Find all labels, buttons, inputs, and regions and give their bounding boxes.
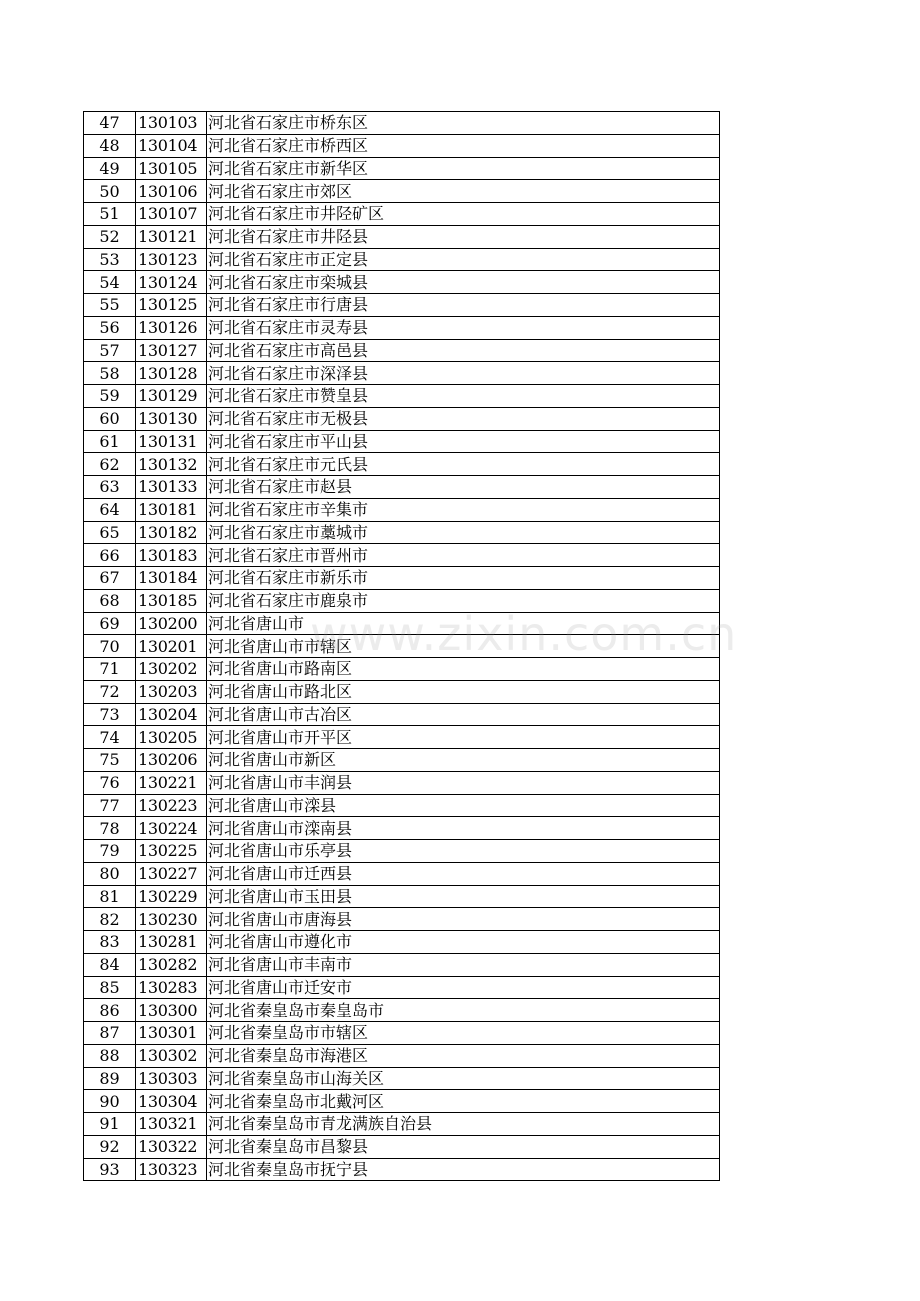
row-number: 72 xyxy=(84,680,136,703)
row-number: 87 xyxy=(84,1022,136,1045)
region-code: 130123 xyxy=(136,248,207,271)
region-name: 河北省石家庄市灵寿县 xyxy=(207,316,720,339)
table-row xyxy=(84,1158,720,1181)
row-number: 90 xyxy=(84,1090,136,1113)
row-number: 55 xyxy=(84,294,136,317)
region-code: 130106 xyxy=(136,180,207,203)
row-number: 66 xyxy=(84,544,136,567)
row-number: 86 xyxy=(84,999,136,1022)
region-code: 130227 xyxy=(136,862,207,885)
table-row xyxy=(84,749,720,772)
region-code-table xyxy=(83,111,720,1181)
table-row xyxy=(84,112,720,135)
row-number: 78 xyxy=(84,817,136,840)
region-name: 河北省石家庄市元氏县 xyxy=(207,453,720,476)
row-number: 92 xyxy=(84,1135,136,1158)
region-code: 130223 xyxy=(136,794,207,817)
region-code: 130303 xyxy=(136,1067,207,1090)
region-name: 河北省石家庄市桥东区 xyxy=(207,112,720,135)
region-code: 130132 xyxy=(136,453,207,476)
region-name: 河北省秦皇岛市北戴河区 xyxy=(207,1090,720,1113)
table-row xyxy=(84,180,720,203)
region-name: 河北省石家庄市无极县 xyxy=(207,407,720,430)
table-row xyxy=(84,567,720,590)
table-row xyxy=(84,1113,720,1136)
table-row xyxy=(84,339,720,362)
region-name: 河北省唐山市迁安市 xyxy=(207,976,720,999)
region-name: 河北省石家庄市井陉矿区 xyxy=(207,203,720,226)
table-row xyxy=(84,794,720,817)
watermark: www.zixin.com.cn xyxy=(310,607,738,661)
region-code: 130205 xyxy=(136,726,207,749)
row-number: 65 xyxy=(84,521,136,544)
region-code: 130200 xyxy=(136,612,207,635)
row-number: 50 xyxy=(84,180,136,203)
region-name: 河北省石家庄市鹿泉市 xyxy=(207,589,720,612)
region-code: 130104 xyxy=(136,134,207,157)
region-code: 130206 xyxy=(136,749,207,772)
table-row xyxy=(84,544,720,567)
table-row xyxy=(84,908,720,931)
region-code: 130183 xyxy=(136,544,207,567)
region-code: 130182 xyxy=(136,521,207,544)
table-row xyxy=(84,407,720,430)
row-number: 71 xyxy=(84,658,136,681)
region-name: 河北省石家庄市晋州市 xyxy=(207,544,720,567)
region-name: 河北省石家庄市井陉县 xyxy=(207,225,720,248)
region-code: 130185 xyxy=(136,589,207,612)
region-name: 河北省石家庄市行唐县 xyxy=(207,294,720,317)
table-row xyxy=(84,453,720,476)
region-code: 130128 xyxy=(136,362,207,385)
region-code: 130321 xyxy=(136,1113,207,1136)
region-code: 130204 xyxy=(136,703,207,726)
table-row xyxy=(84,134,720,157)
region-code: 130302 xyxy=(136,1044,207,1067)
region-name: 河北省石家庄市郊区 xyxy=(207,180,720,203)
row-number: 79 xyxy=(84,840,136,863)
table-row xyxy=(84,931,720,954)
row-number: 84 xyxy=(84,953,136,976)
region-code: 130300 xyxy=(136,999,207,1022)
region-code: 130121 xyxy=(136,225,207,248)
row-number: 49 xyxy=(84,157,136,180)
region-name: 河北省唐山市路南区 xyxy=(207,658,720,681)
table-row xyxy=(84,225,720,248)
table-row xyxy=(84,953,720,976)
region-name: 河北省秦皇岛市山海关区 xyxy=(207,1067,720,1090)
table-body xyxy=(84,112,720,1181)
row-number: 81 xyxy=(84,885,136,908)
table-row xyxy=(84,703,720,726)
region-name: 河北省秦皇岛市抚宁县 xyxy=(207,1158,720,1181)
region-code: 130282 xyxy=(136,953,207,976)
table-row xyxy=(84,1135,720,1158)
row-number: 47 xyxy=(84,112,136,135)
table-row xyxy=(84,840,720,863)
table-row xyxy=(84,271,720,294)
region-name: 河北省石家庄市赵县 xyxy=(207,476,720,499)
row-number: 53 xyxy=(84,248,136,271)
table-row xyxy=(84,589,720,612)
table-row xyxy=(84,726,720,749)
row-number: 58 xyxy=(84,362,136,385)
region-code: 130133 xyxy=(136,476,207,499)
table-row xyxy=(84,1044,720,1067)
region-code: 130322 xyxy=(136,1135,207,1158)
table-row xyxy=(84,1067,720,1090)
region-name: 河北省唐山市丰润县 xyxy=(207,771,720,794)
region-code: 130201 xyxy=(136,635,207,658)
row-number: 48 xyxy=(84,134,136,157)
row-number: 77 xyxy=(84,794,136,817)
region-name: 河北省唐山市滦南县 xyxy=(207,817,720,840)
row-number: 64 xyxy=(84,498,136,521)
region-name: 河北省石家庄市桥西区 xyxy=(207,134,720,157)
region-name: 河北省石家庄市高邑县 xyxy=(207,339,720,362)
table-row xyxy=(84,521,720,544)
region-code: 130202 xyxy=(136,658,207,681)
table-row xyxy=(84,157,720,180)
table-row xyxy=(84,248,720,271)
region-name: 河北省唐山市滦县 xyxy=(207,794,720,817)
table-row xyxy=(84,658,720,681)
region-code: 130129 xyxy=(136,385,207,408)
row-number: 85 xyxy=(84,976,136,999)
region-name: 河北省石家庄市平山县 xyxy=(207,430,720,453)
region-name: 河北省唐山市新区 xyxy=(207,749,720,772)
region-name: 河北省秦皇岛市秦皇岛市 xyxy=(207,999,720,1022)
region-name: 河北省唐山市路北区 xyxy=(207,680,720,703)
table-row xyxy=(84,612,720,635)
region-name: 河北省唐山市乐亭县 xyxy=(207,840,720,863)
row-number: 75 xyxy=(84,749,136,772)
row-number: 83 xyxy=(84,931,136,954)
region-code: 130225 xyxy=(136,840,207,863)
region-code: 130107 xyxy=(136,203,207,226)
row-number: 70 xyxy=(84,635,136,658)
table-row xyxy=(84,885,720,908)
region-name: 河北省唐山市古冶区 xyxy=(207,703,720,726)
table-row xyxy=(84,476,720,499)
row-number: 93 xyxy=(84,1158,136,1181)
row-number: 68 xyxy=(84,589,136,612)
table-row xyxy=(84,430,720,453)
table-row xyxy=(84,1022,720,1045)
region-name: 河北省唐山市遵化市 xyxy=(207,931,720,954)
region-name: 河北省石家庄市新乐市 xyxy=(207,567,720,590)
region-code: 130203 xyxy=(136,680,207,703)
row-number: 51 xyxy=(84,203,136,226)
row-number: 82 xyxy=(84,908,136,931)
row-number: 74 xyxy=(84,726,136,749)
table-row xyxy=(84,862,720,885)
row-number: 88 xyxy=(84,1044,136,1067)
row-number: 69 xyxy=(84,612,136,635)
region-name: 河北省石家庄市赞皇县 xyxy=(207,385,720,408)
table-row xyxy=(84,976,720,999)
row-number: 54 xyxy=(84,271,136,294)
region-code: 130281 xyxy=(136,931,207,954)
table-row xyxy=(84,498,720,521)
region-name: 河北省石家庄市藁城市 xyxy=(207,521,720,544)
region-code: 130105 xyxy=(136,157,207,180)
region-code: 130283 xyxy=(136,976,207,999)
table-row xyxy=(84,385,720,408)
region-name: 河北省唐山市开平区 xyxy=(207,726,720,749)
region-name: 河北省唐山市唐海县 xyxy=(207,908,720,931)
region-code: 130304 xyxy=(136,1090,207,1113)
region-name: 河北省石家庄市辛集市 xyxy=(207,498,720,521)
region-code: 130125 xyxy=(136,294,207,317)
row-number: 76 xyxy=(84,771,136,794)
region-name: 河北省秦皇岛市海港区 xyxy=(207,1044,720,1067)
region-name: 河北省唐山市丰南市 xyxy=(207,953,720,976)
table-row xyxy=(84,294,720,317)
row-number: 80 xyxy=(84,862,136,885)
region-code: 130103 xyxy=(136,112,207,135)
region-code: 130184 xyxy=(136,567,207,590)
region-code: 130181 xyxy=(136,498,207,521)
row-number: 59 xyxy=(84,385,136,408)
region-code: 130126 xyxy=(136,316,207,339)
table-row xyxy=(84,316,720,339)
row-number: 62 xyxy=(84,453,136,476)
row-number: 91 xyxy=(84,1113,136,1136)
region-name: 河北省石家庄市正定县 xyxy=(207,248,720,271)
region-name: 河北省秦皇岛市市辖区 xyxy=(207,1022,720,1045)
region-name: 河北省石家庄市深泽县 xyxy=(207,362,720,385)
region-code: 130130 xyxy=(136,407,207,430)
region-code: 130131 xyxy=(136,430,207,453)
row-number: 73 xyxy=(84,703,136,726)
region-code: 130127 xyxy=(136,339,207,362)
row-number: 60 xyxy=(84,407,136,430)
row-number: 67 xyxy=(84,567,136,590)
region-code: 130230 xyxy=(136,908,207,931)
row-number: 63 xyxy=(84,476,136,499)
region-code: 130221 xyxy=(136,771,207,794)
region-name: 河北省唐山市迁西县 xyxy=(207,862,720,885)
region-name: 河北省唐山市玉田县 xyxy=(207,885,720,908)
row-number: 89 xyxy=(84,1067,136,1090)
region-code: 130124 xyxy=(136,271,207,294)
region-name: 河北省唐山市市辖区 xyxy=(207,635,720,658)
region-code: 130323 xyxy=(136,1158,207,1181)
row-number: 57 xyxy=(84,339,136,362)
table-row xyxy=(84,999,720,1022)
table-row xyxy=(84,817,720,840)
region-code: 130229 xyxy=(136,885,207,908)
row-number: 56 xyxy=(84,316,136,339)
table-row xyxy=(84,362,720,385)
region-name: 河北省唐山市 xyxy=(207,612,720,635)
region-code: 130224 xyxy=(136,817,207,840)
table-row xyxy=(84,771,720,794)
region-name: 河北省秦皇岛市青龙满族自治县 xyxy=(207,1113,720,1136)
region-code: 130301 xyxy=(136,1022,207,1045)
row-number: 52 xyxy=(84,225,136,248)
table-row xyxy=(84,1090,720,1113)
region-name: 河北省石家庄市栾城县 xyxy=(207,271,720,294)
table-row xyxy=(84,635,720,658)
row-number: 61 xyxy=(84,430,136,453)
table-row xyxy=(84,203,720,226)
table-row xyxy=(84,680,720,703)
region-name: 河北省石家庄市新华区 xyxy=(207,157,720,180)
region-name: 河北省秦皇岛市昌黎县 xyxy=(207,1135,720,1158)
